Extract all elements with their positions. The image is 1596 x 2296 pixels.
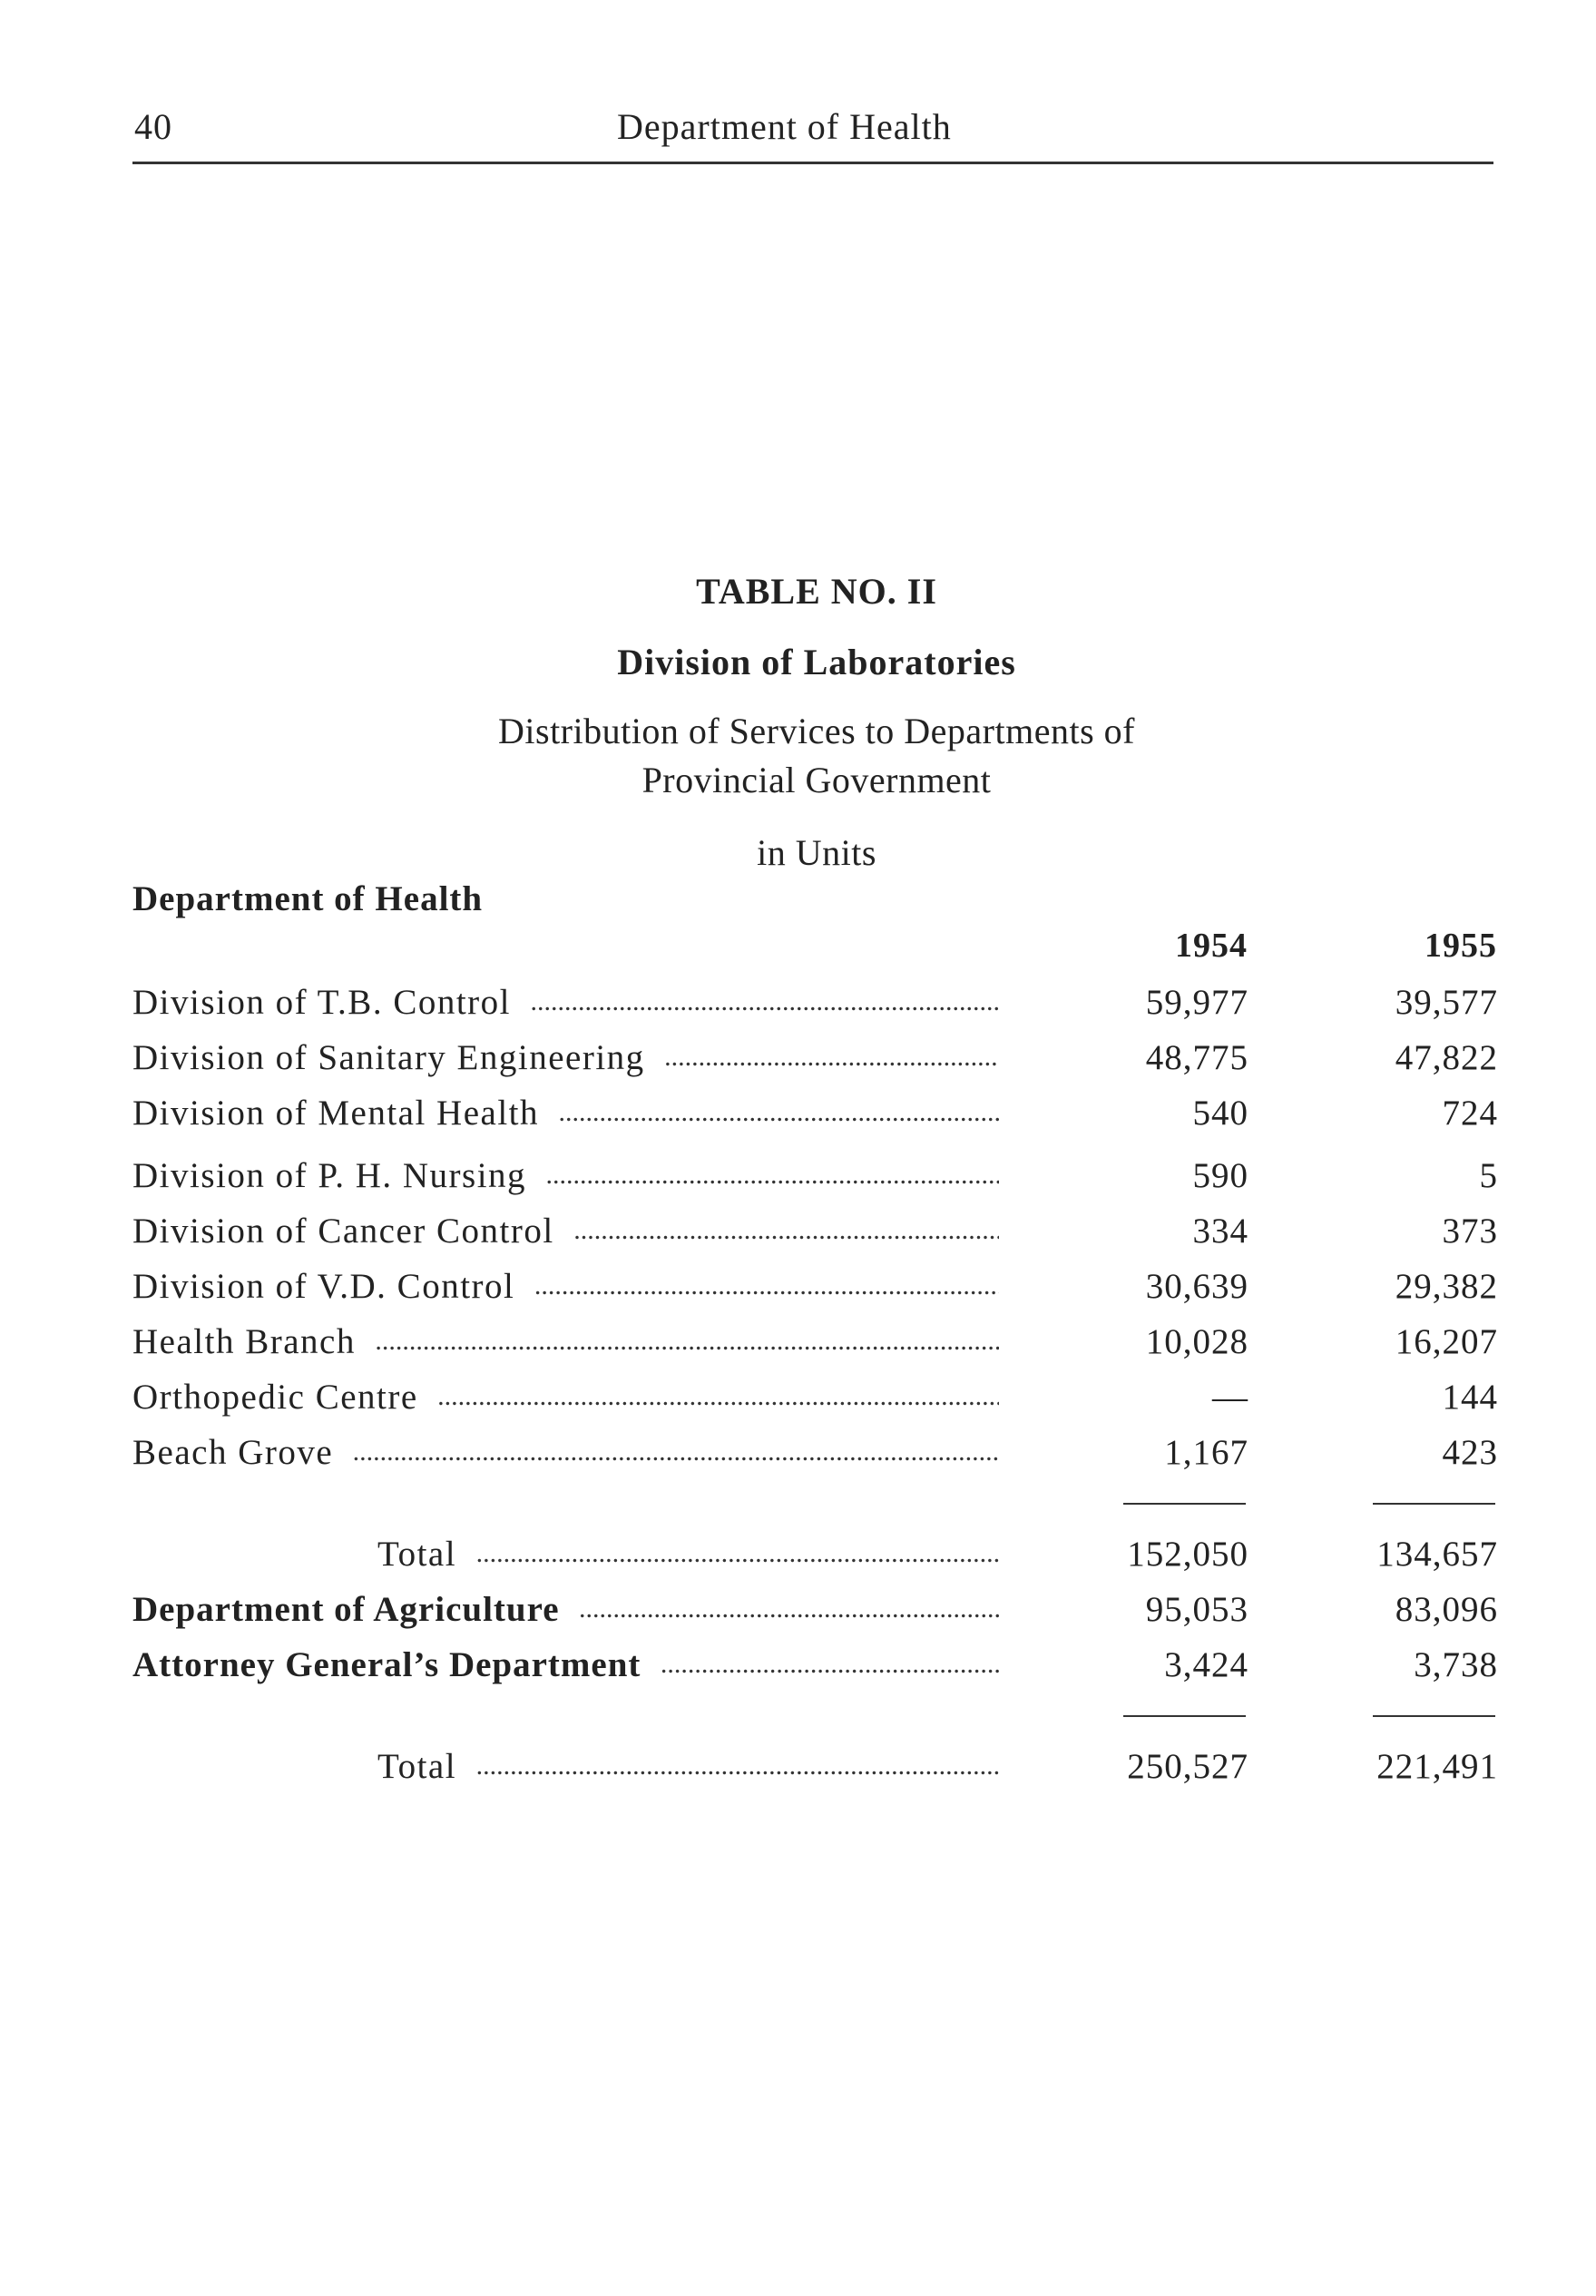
table-row <box>132 1321 1498 1367</box>
row-label: Attorney General’s Department <box>132 1645 641 1684</box>
value-1954: 95,053 <box>1145 1590 1248 1629</box>
row-label: Division of Sanitary Engineering <box>132 1038 645 1077</box>
value-1954: 30,639 <box>1145 1267 1248 1306</box>
table-units: in Units <box>757 832 876 873</box>
value-1955: 83,096 <box>1395 1590 1498 1629</box>
value-1955: 724 <box>1442 1094 1498 1133</box>
subtotal-row <box>132 1534 1498 1579</box>
table-subtitle-line2: Provincial Government <box>641 760 992 800</box>
running-title: Department of Health <box>617 106 952 147</box>
row-label: Total <box>377 1535 457 1574</box>
value-1955: 29,382 <box>1395 1267 1498 1306</box>
row-label: Orthopedic Centre <box>132 1378 418 1417</box>
value-1955: 144 <box>1442 1378 1498 1417</box>
subtotal-rule-1954 <box>1123 1503 1246 1505</box>
value-1955: 16,207 <box>1395 1322 1498 1361</box>
value-1954: 10,028 <box>1145 1322 1248 1361</box>
total-rule-1954 <box>1123 1715 1246 1717</box>
value-1954: 250,527 <box>1127 1747 1248 1786</box>
column-header-1954: 1954 <box>1175 927 1248 965</box>
table-row <box>132 1644 1498 1690</box>
value-1954: 48,775 <box>1145 1038 1248 1077</box>
grand-total-row <box>132 1746 1498 1791</box>
value-1955: 47,822 <box>1395 1038 1498 1077</box>
table-row <box>132 1377 1498 1422</box>
column-header-1955: 1955 <box>1425 927 1497 965</box>
row-label: Total <box>377 1747 457 1786</box>
value-1954: 590 <box>1192 1156 1248 1195</box>
header-rule <box>132 162 1493 164</box>
value-1955: 5 <box>1479 1156 1498 1195</box>
table-row <box>132 1266 1498 1311</box>
subtotal-rule-1955 <box>1373 1503 1495 1505</box>
table-row <box>132 1589 1498 1634</box>
table-subtitle-line1: Distribution of Services to Departments of <box>498 711 1135 751</box>
value-1954: 1,167 <box>1164 1433 1248 1472</box>
table-row <box>132 1211 1498 1256</box>
row-label: Division of Mental Health <box>132 1094 540 1133</box>
table-row <box>132 982 1498 1027</box>
value-1955: 39,577 <box>1395 983 1498 1022</box>
value-1954: 152,050 <box>1127 1535 1248 1574</box>
table-row <box>132 1037 1498 1083</box>
section-heading-health: Department of Health <box>132 879 484 918</box>
table-division: Division of Laboratories <box>617 642 1016 682</box>
row-label: Division of T.B. Control <box>132 983 511 1022</box>
value-1954: 3,424 <box>1164 1645 1248 1684</box>
row-label: Department of Agriculture <box>132 1590 560 1629</box>
value-1955: 423 <box>1442 1433 1498 1472</box>
table-row <box>132 1432 1498 1477</box>
page-number: 40 <box>134 106 172 147</box>
row-label: Division of V.D. Control <box>132 1267 515 1306</box>
value-1954: 334 <box>1192 1212 1248 1251</box>
table-row <box>132 1155 1498 1201</box>
value-1954: 540 <box>1192 1094 1248 1133</box>
value-1955: 221,491 <box>1376 1747 1498 1786</box>
row-label: Beach Grove <box>132 1433 334 1472</box>
value-1954: — <box>1212 1378 1248 1417</box>
value-1954: 59,977 <box>1145 983 1248 1022</box>
table-row <box>132 1093 1498 1138</box>
total-rule-1955 <box>1373 1715 1495 1717</box>
row-label: Health Branch <box>132 1322 356 1361</box>
value-1955: 3,738 <box>1414 1645 1498 1684</box>
table-title: TABLE NO. II <box>696 571 937 612</box>
row-label: Division of Cancer Control <box>132 1212 554 1251</box>
row-label: Division of P. H. Nursing <box>132 1156 527 1195</box>
value-1955: 373 <box>1442 1212 1498 1251</box>
value-1955: 134,657 <box>1376 1535 1498 1574</box>
